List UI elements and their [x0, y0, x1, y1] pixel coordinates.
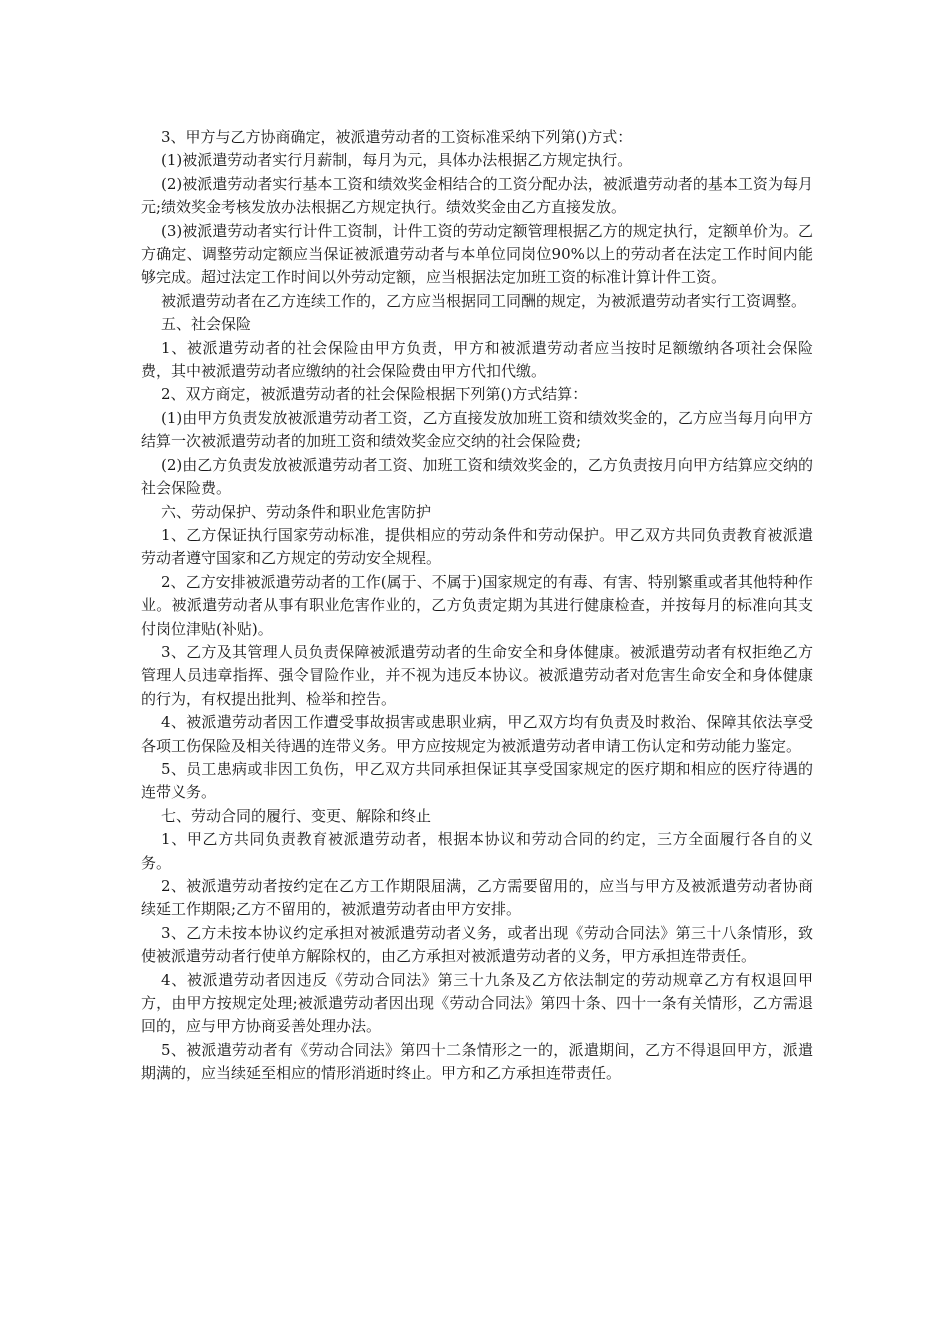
- paragraph-wage-adjustment: 被派遣劳动者在乙方连续工作的，乙方应当根据同工同酬的规定，为被派遣劳动者实行工资调整。: [161, 291, 807, 310]
- paragraph-wage-method: 3、甲方与乙方协商确定，被派遣劳动者的工资标准采纳下列第()方式：: [161, 128, 633, 146]
- paragraph-protection-2: 2、乙方安排被派遣劳动者的工作(属于、不属于)国家规定的有毒、有害、特别繁重或者其他特种作业。被派遣劳动者从事有职业危害作业的，乙方负责定期为其进行健康检查，并按每月的标准向其支付岗位津贴(补贴)。: [141, 572, 813, 638]
- document-body: [141, 126, 813, 1086]
- paragraph-contract-5: 5、被派遣劳动者有《劳动合同法》第四十二条情形之一的，派遣期间，乙方不得退回甲方，派遣期满的，应当续延至相应的情形消逝时终止。甲方和乙方承担连带责任。: [141, 1040, 813, 1083]
- paragraph-contract-2: 2、被派遣劳动者按约定在乙方工作期限届满，乙方需要留用的，应当与甲方及被派遣劳动者协商续延工作期限;乙方不留用的，被派遣劳动者由甲方安排。: [141, 877, 813, 919]
- paragraph-wage-option-1: (1)被派遣劳动者实行月薪制，每月为元，具体办法根据乙方规定执行。: [161, 151, 633, 170]
- paragraph-protection-4: 4、被派遣劳动者因工作遭受事故损害或患职业病，甲乙双方均有负责及时救治、保障其依法享受各项工伤保险及相关待遇的连带义务。甲方应按规定为被派遣劳动者申请工伤认定和劳动能力鉴定。: [141, 713, 813, 755]
- paragraph-contract-4: 4、被派遣劳动者因违反《劳动合同法》第三十九条及乙方依法制定的劳动规章乙方有权退回甲方，由甲方按规定处理;被派遣劳动者因出现《劳动合同法》第四十条、四十一条有关情形，乙方需退回的，应与甲方协商妥善处理办法。: [141, 970, 813, 1036]
- paragraph-insurance-1: 1、被派遣劳动者的社会保险由甲方负责，甲方和被派遣劳动者应当按时足额缴纳各项社会保险费，其中被派遣劳动者应缴纳的社会保险费由甲方代扣代缴。: [141, 338, 813, 381]
- section-heading-social-insurance: 五、社会保险: [161, 315, 252, 334]
- paragraph-wage-option-3: (3)被派遣劳动者实行计件工资制，计件工资的劳动定额管理根据乙方的规定执行，定额单价为。乙方确定、调整劳动定额应当保证被派遣劳动者与本单位同岗位90%以上的劳动者在法定工作时间内能够完成。超过法定工作时间以外劳动定额，应当根据法定加班工资的标准计算计件工资。: [141, 221, 813, 287]
- paragraph-protection-5: 5、员工患病或非因工负伤，甲乙双方共同承担保证其享受国家规定的医疗期和相应的医疗待遇的连带义务。: [141, 759, 813, 802]
- paragraph-insurance-2: 2、双方商定，被派遣劳动者的社会保险根据下列第()方式结算：: [161, 385, 588, 404]
- paragraph-protection-1: 1、乙方保证执行国家劳动标准，提供相应的劳动条件和劳动保护。甲乙双方共同负责教育被派遣劳动者遵守国家和乙方规定的劳动安全规程。: [141, 525, 813, 568]
- paragraph-wage-option-2: (2)被派遣劳动者实行基本工资和绩效奖金相结合的工资分配办法，被派遣劳动者的基本工资为每月元;绩效奖金考核发放办法根据乙方规定执行。绩效奖金由乙方直接发放。: [141, 174, 813, 217]
- paragraph-contract-3: 3、乙方未按本协议约定承担对被派遣劳动者义务，或者出现《劳动合同法》第三十八条情形，致使被派遣劳动者行使单方解除权的，由乙方承担对被派遣劳动者的义务，甲方承担连带责任。: [141, 923, 813, 966]
- paragraph-contract-1: 1、甲乙方共同负责教育被派遣劳动者，根据本协议和劳动合同的约定，三方全面履行各自的义务。: [141, 830, 813, 872]
- paragraph-protection-3: 3、乙方及其管理人员负责保障被派遣劳动者的生命安全和身体健康。被派遣劳动者有权拒绝乙方管理人员违章指挥、强令冒险作业，并不视为违反本协议。被派遣劳动者对危害生命安全和身体健康的行为，有权提出批判、检举和控告。: [141, 642, 813, 708]
- section-heading-contract-performance: 七、劳动合同的履行、变更、解除和终止: [161, 806, 432, 825]
- paragraph-insurance-option-1: (1)由甲方负责发放被派遣劳动者工资，乙方直接发放加班工资和绩效奖金的，乙方应当每月向甲方结算一次被派遣劳动者的加班工资和绩效奖金应交纳的社会保险费;: [141, 408, 813, 451]
- paragraph-insurance-option-2: (2)由乙方负责发放被派遣劳动者工资、加班工资和绩效奖金的，乙方负责按月向甲方结算应交纳的社会保险费。: [141, 455, 813, 498]
- section-heading-labor-protection: 六、劳动保护、劳动条件和职业危害防护: [161, 502, 432, 521]
